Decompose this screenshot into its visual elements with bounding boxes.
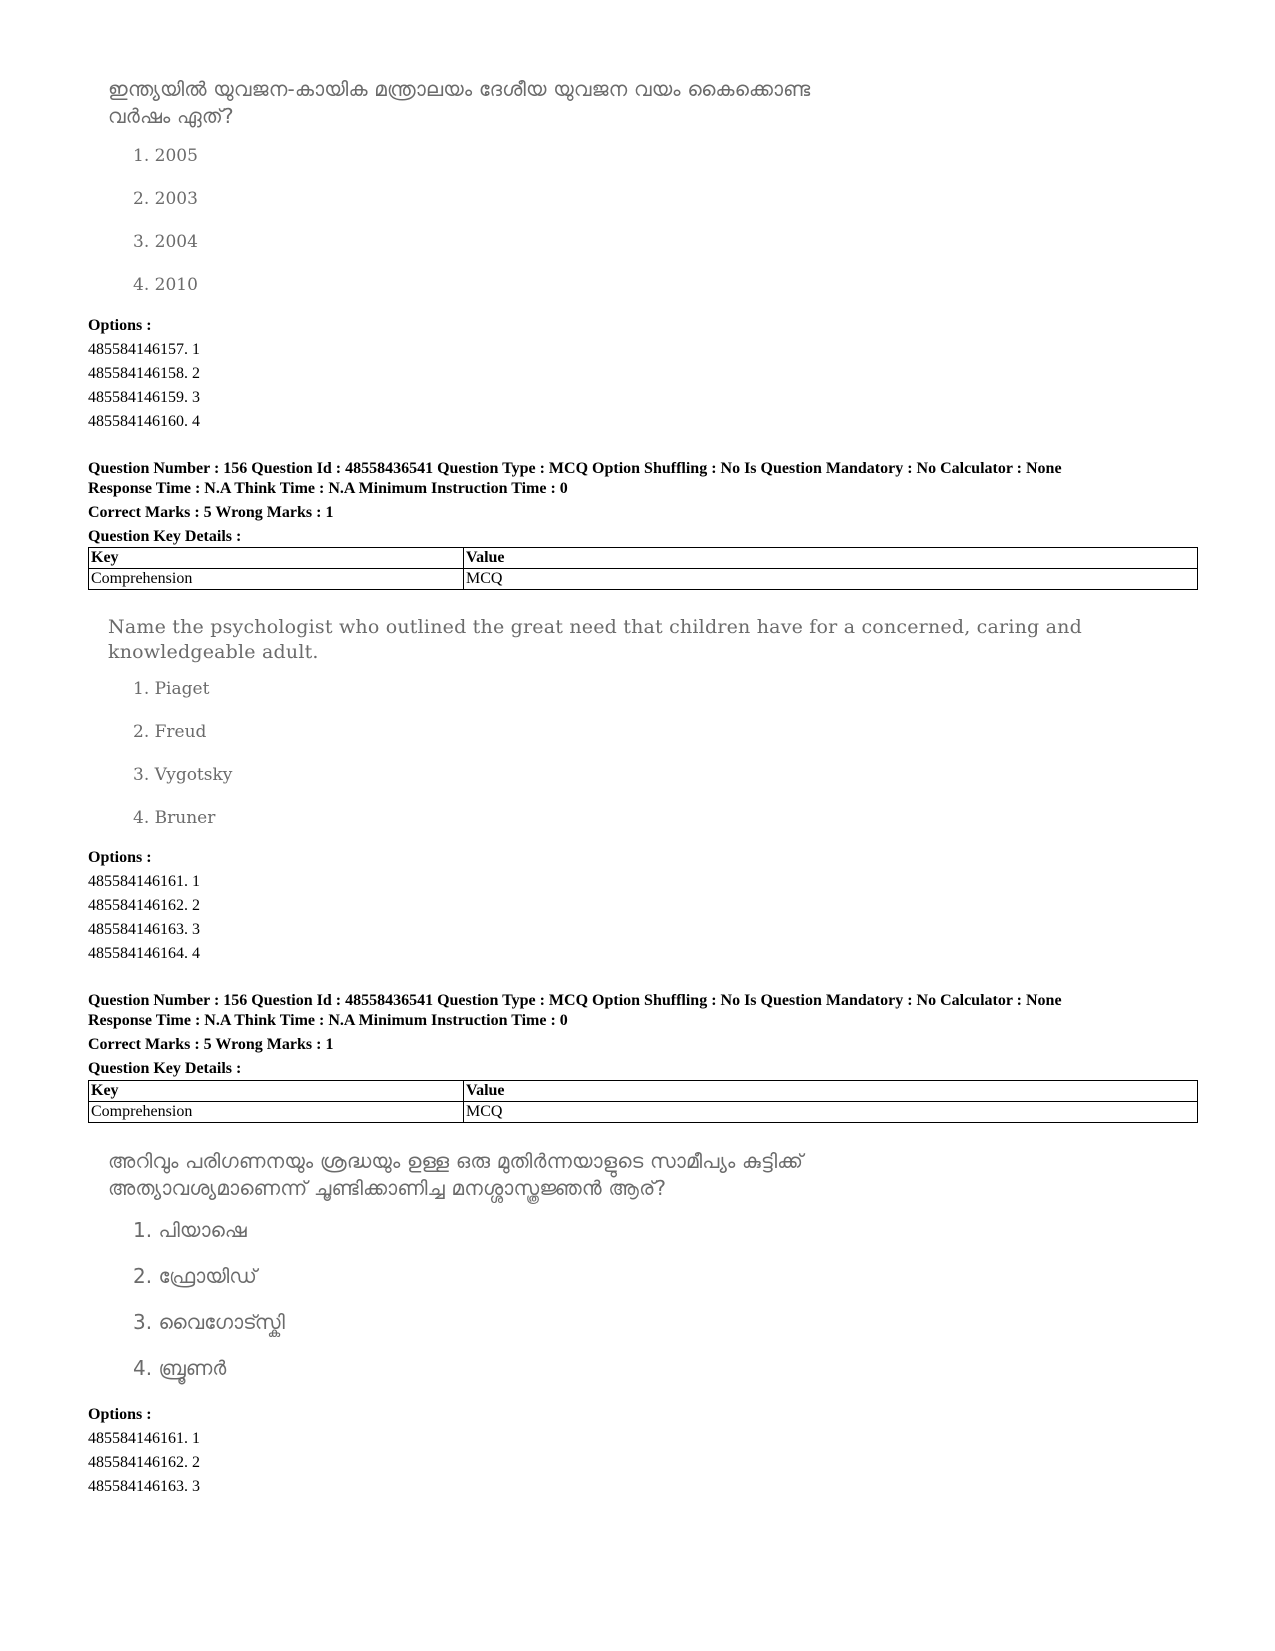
key-details-label: Question Key Details : — [88, 528, 242, 545]
option-id: 485584146160. 4 — [88, 413, 200, 430]
meta-line-1: Question Number : 156 Question Id : 48558436541 Question Type : MCQ Option Shuffling : No Is Question Mandatory : No Calculator : None — [88, 460, 1062, 477]
option-id: 485584146163. 3 — [88, 1478, 200, 1495]
key-details-label: Question Key Details : — [88, 1060, 242, 1077]
option-id: 485584146162. 2 — [88, 1454, 200, 1471]
choice-3: 3. വൈഗോട്സ്കി — [133, 1310, 285, 1334]
choice-4: 4. ബ്രൂണർ — [133, 1356, 227, 1380]
options-label: Options : — [88, 1406, 152, 1423]
option-id: 485584146162. 2 — [88, 897, 200, 914]
header-key: Key — [89, 1081, 464, 1102]
question-text: ഇന്ത്യയിൽ യുവജന-കായിക മന്ത്രാലയം ദേശീയ യുവജന വയം കൈക്കൊണ്ട വർഷം ഏത്? — [108, 77, 811, 128]
question-meta-3 — [88, 991, 1198, 1079]
table-header-row — [89, 548, 1198, 569]
marks-line: Correct Marks : 5 Wrong Marks : 1 — [88, 1036, 334, 1053]
cell-key: Comprehension — [89, 1102, 464, 1123]
choice-2: 2. Freud — [133, 722, 207, 742]
question-image-2 — [108, 615, 1082, 828]
option-id: 485584146158. 2 — [88, 365, 200, 382]
table-header-row — [89, 1081, 1198, 1102]
meta-line-2: Response Time : N.A Think Time : N.A Minimum Instruction Time : 0 — [88, 480, 568, 497]
option-id: 485584146159. 3 — [88, 389, 200, 406]
choice-4: 4. Bruner — [133, 808, 216, 828]
table-row — [89, 1102, 1198, 1123]
option-id: 485584146161. 1 — [88, 873, 200, 890]
choice-2: 2. ഫ്രോയിഡ് — [133, 1264, 257, 1288]
choice-3: 3. Vygotsky — [133, 765, 233, 785]
header-value: Value — [464, 1081, 1198, 1102]
question-image-3 — [108, 1148, 804, 1380]
choice-1: 1. പിയാഷെ — [133, 1218, 247, 1242]
option-id: 485584146157. 1 — [88, 341, 200, 358]
cell-value: MCQ — [464, 1102, 1198, 1123]
cell-key: Comprehension — [89, 569, 464, 590]
choice-3: 3. 2004 — [133, 232, 198, 252]
options-label: Options : — [88, 849, 152, 866]
options-list-3 — [88, 1403, 200, 1499]
meta-line-1: Question Number : 156 Question Id : 48558436541 Question Type : MCQ Option Shuffling : No Is Question Mandatory : No Calculator : None — [88, 992, 1062, 1009]
table-row — [89, 569, 1198, 590]
marks-line: Correct Marks : 5 Wrong Marks : 1 — [88, 504, 334, 521]
choice-2: 2. 2003 — [133, 189, 198, 209]
options-label: Options : — [88, 317, 152, 334]
option-id: 485584146163. 3 — [88, 921, 200, 938]
options-list-2 — [88, 846, 200, 966]
header-value: Value — [464, 548, 1198, 569]
question-image-1 — [108, 76, 811, 295]
option-id: 485584146161. 1 — [88, 1430, 200, 1447]
question-text: അറിവും പരിഗണനയും ശ്രദ്ധയും ഉള്ള ഒരു മുതിർന്നയാളുടെ സാമീപ്യം കുട്ടിക്ക് അത്യാവശ്യമാണെന്ന് ചൂണ്ടിക്കാണിച്ച മനശ്ശാസ്ത്രജ്ഞൻ ആര്? — [108, 1149, 804, 1200]
choice-4: 4. 2010 — [133, 275, 198, 295]
meta-line-2: Response Time : N.A Think Time : N.A Minimum Instruction Time : 0 — [88, 1012, 568, 1029]
option-id: 485584146164. 4 — [88, 945, 200, 962]
choice-1: 1. Piaget — [133, 679, 210, 699]
options-list-1 — [88, 314, 200, 434]
cell-value: MCQ — [464, 569, 1198, 590]
question-text: Name the psychologist who outlined the great need that children have for a concerned, caring and knowledgeable adult. — [108, 616, 1082, 663]
header-key: Key — [89, 548, 464, 569]
key-table-3 — [88, 1080, 1198, 1123]
choice-1: 1. 2005 — [133, 146, 198, 166]
question-meta-2 — [88, 459, 1198, 547]
key-table-2 — [88, 547, 1198, 590]
